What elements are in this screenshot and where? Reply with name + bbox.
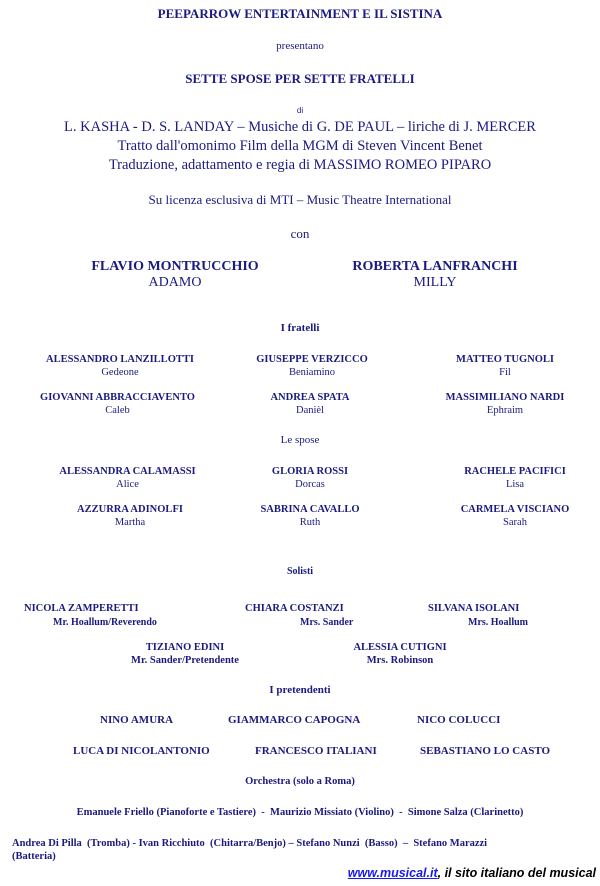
soloists-heading: Solisti — [286, 566, 314, 577]
source: Tratto dall'omonimo Film della MGM di Steven Vincent Benet — [117, 138, 483, 154]
lead-adamo — [75, 259, 275, 291]
suitor-name: NICO COLUCCI — [417, 714, 501, 726]
suitor-name: NINO AMURA — [100, 714, 174, 726]
lead-name: FLAVIO MONTRUCCHIO — [91, 259, 259, 274]
soloist-name: SILVANA ISOLANI — [428, 603, 520, 614]
musical-it-link[interactable]: www.musical.it — [347, 866, 438, 880]
orchestra-line-2: Andrea Di Pilla (Tromba) - Ivan Ricchiuto (Chitarra/Benjo) – Stefano Nunzi (Basso) – Stefano Marazzi — [12, 838, 488, 849]
footer — [348, 866, 596, 880]
authors: L. KASHA - D. S. LANDAY – Musiche di G. DE PAUL – liriche di J. MERCER — [64, 119, 536, 135]
lead-milly — [335, 259, 535, 291]
cast-member: SABRINA CAVALLO Ruth — [260, 504, 360, 528]
suitor-name: SEBASTIANO LO CASTO — [420, 745, 551, 757]
soloist-name: CHIARA COSTANZI — [245, 603, 344, 614]
lead-role: ADAMO — [148, 275, 202, 290]
suitor-name: GIAMMARCO CAPOGNA — [228, 714, 361, 726]
producers: PEEPARROW ENTERTAINMENT E IL SISTINA — [157, 6, 443, 21]
cast-member: ALESSIA CUTIGNI Mrs. Robinson — [353, 642, 447, 666]
brothers-heading: I fratelli — [280, 322, 320, 334]
orchestra-line-1: Emanuele Friello (Pianoforte e Tastiere) - Maurizio Missiato (Violino) - Simone Salza (Clarinetto) — [76, 807, 524, 818]
cast-member: MATTEO TUGNOLI Fil — [456, 354, 554, 378]
cast-member: MASSIMILIANO NARDI Ephraim — [445, 392, 565, 416]
soloist-name: NICOLA ZAMPERETTI — [24, 603, 139, 614]
soloist-role: Mrs. Sander — [300, 617, 354, 628]
lead-name: ROBERTA LANFRANCHI — [352, 259, 518, 274]
cast-member: CARMELA VISCIANO Sarah — [460, 504, 570, 528]
cast-member: ALESSANDRA CALAMASSI Alice — [59, 466, 196, 490]
cast-member: ANDREA SPATA Danièl — [270, 392, 350, 416]
cast-member: GIOVANNI ABBRACCIAVENTO Caleb — [40, 392, 195, 416]
lead-role: MILLY — [413, 275, 457, 290]
suitor-name: FRANCESCO ITALIANI — [255, 745, 377, 757]
with-label: con — [290, 226, 310, 241]
presents-label: presentano — [276, 40, 324, 52]
cast-member: ALESSANDRO LANZILLOTTI Gedeone — [46, 354, 194, 378]
by-label: di — [296, 106, 304, 115]
direction: Traduzione, adattamento e regia di MASSIMO ROMEO PIPARO — [108, 157, 492, 173]
orchestra-line-3: (Batteria) — [12, 851, 56, 862]
cast-member: AZZURRA ADINOLFI Martha — [77, 504, 183, 528]
license: Su licenza esclusiva di MTI – Music Theatre International — [148, 192, 452, 207]
cast-member: TIZIANO EDINI Mr. Sander/Pretendente — [131, 642, 239, 666]
cast-member: RACHELE PACIFICI Lisa — [464, 466, 566, 490]
brides-heading: Le spose — [280, 434, 320, 446]
footer-tagline: , il sito italiano del musical — [437, 866, 596, 880]
cast-member: GLORIA ROSSI Dorcas — [271, 466, 349, 490]
show-title: SETTE SPOSE PER SETTE FRATELLI — [185, 71, 415, 86]
soloist-role: Mr. Hoallum/Reverendo — [53, 617, 157, 628]
suitors-heading: I pretendenti — [269, 684, 331, 696]
orchestra-heading: Orchestra (solo a Roma) — [245, 776, 355, 787]
soloist-role: Mrs. Hoallum — [468, 617, 528, 628]
suitor-name: LUCA DI NICOLANTONIO — [73, 745, 210, 757]
cast-member: GIUSEPPE VERZICCO Beniamino — [256, 354, 368, 378]
